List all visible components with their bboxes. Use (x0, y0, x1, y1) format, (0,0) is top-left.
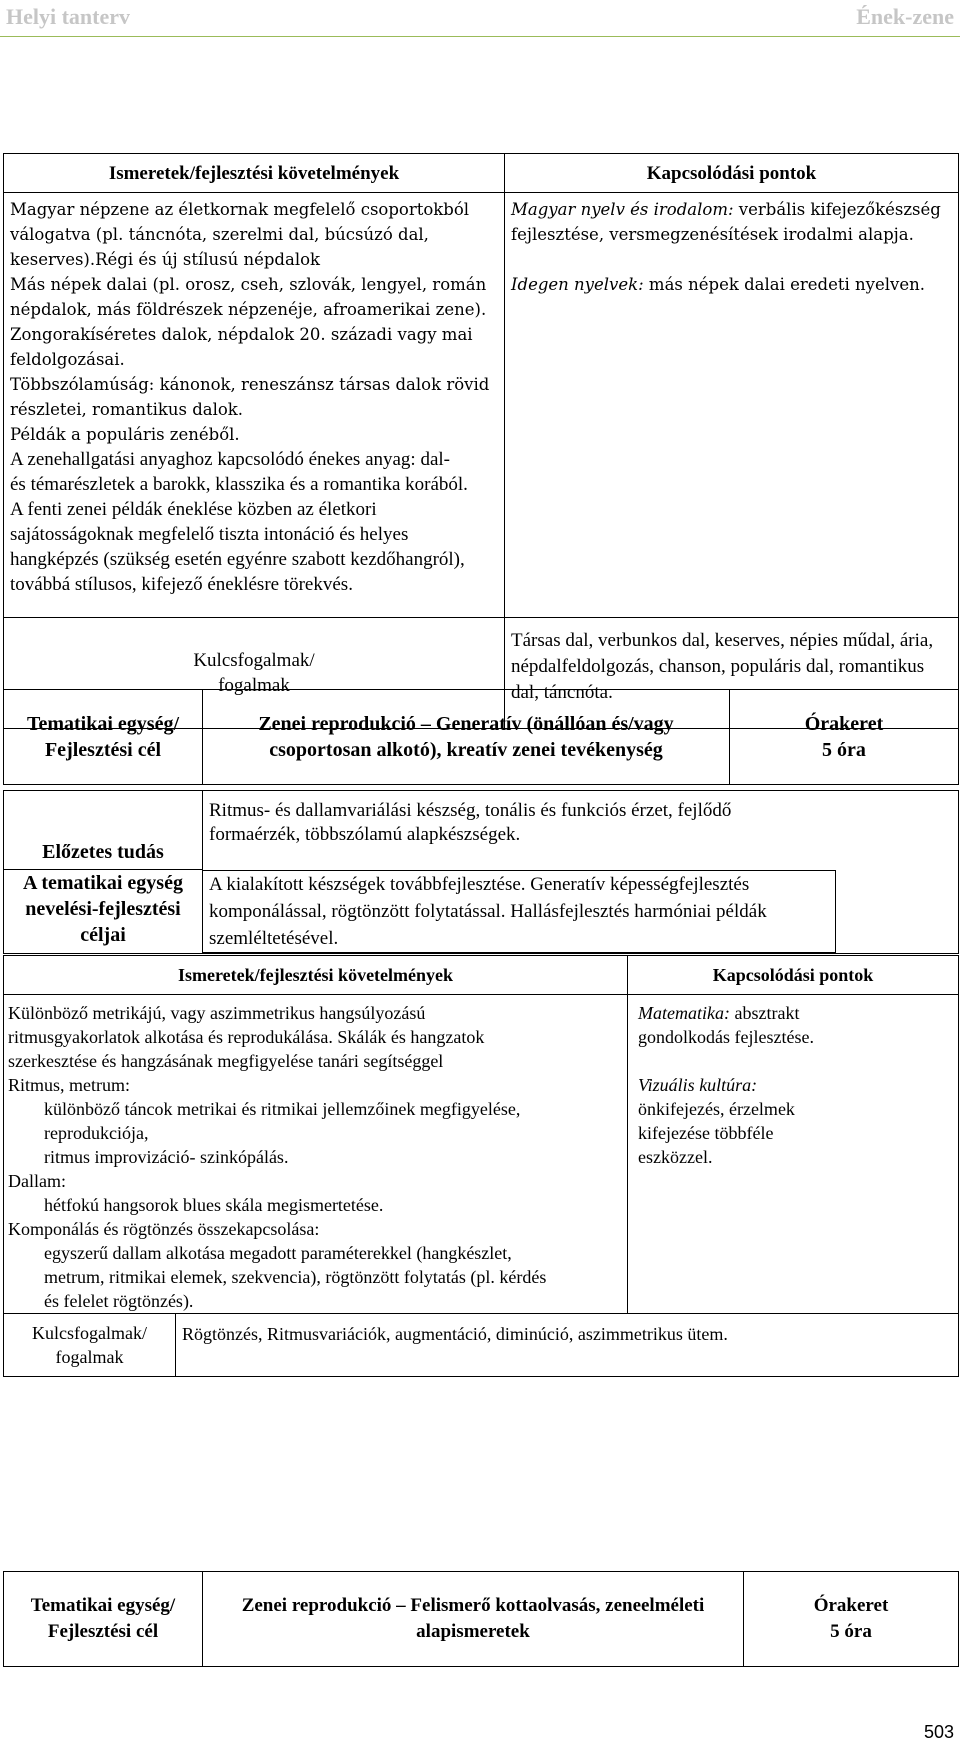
prior-knowledge-label-text: Előzetes tudás (42, 841, 164, 863)
requirements-table-1 (3, 153, 959, 729)
connection-text: önkifejezés, érzelmek kifejezése többféle eszközzel. (638, 1099, 795, 1167)
text-line: ritmus improvizáció- szinkópálás. (44, 1147, 289, 1167)
thematic-unit-table-1 (3, 689, 959, 785)
connection-text: absztrakt gondolkodás fejlesztése. (638, 1003, 814, 1047)
key-concepts-text: Rögtönzés, Ritmusvariációk, augmentáció, diminúció, aszimmetrikus ütem. (182, 1324, 728, 1344)
text-line: Dallam: (8, 1171, 66, 1191)
title-line2: csoportosan alkotó), kreatív zenei tevékenység (269, 739, 663, 761)
label-line2: Fejlesztési cél (47, 1621, 159, 1642)
key-concepts-label-line2: fogalmak (218, 675, 290, 696)
text-line: népdalok, más földrészek népzenéje, afroamerikai zene). (10, 300, 487, 319)
thematic-unit-label (4, 1572, 203, 1667)
requirements-cell (4, 995, 628, 1314)
col-header-connections: Kapcsolódási pontok (505, 154, 959, 193)
title-line1: Zenei reprodukció – Felismerő kottaolvasás, zeneelméleti (241, 1595, 705, 1616)
text-line: metrum, ritmikai elemek, szekvencia), rögtönzött folytatás (pl. kérdés (44, 1267, 547, 1287)
text-line: szerkesztése és hangzásának megfigyelése tanári segítséggel (8, 1051, 444, 1071)
text-line: A zenehallgatási anyaghoz kapcsolódó énekes anyag: dal- (10, 449, 450, 470)
label-line2: Fejlesztési cél (44, 739, 162, 761)
label-line1: Tematikai egység/ (26, 713, 180, 735)
key-concepts-label-line1: Kulcsfogalmak/ (193, 650, 315, 671)
text-line: Különböző metrikájú, vagy aszimmetrikus hangsúlyozású (8, 1003, 426, 1023)
col-header-requirements: Ismeretek/fejlesztési követelmények (4, 956, 628, 995)
requirements-text-plain (10, 447, 498, 597)
time-frame (744, 1572, 959, 1667)
goals-label-line3: céljai (80, 924, 126, 946)
text-line: Magyar népzene az életkornak megfelelő csoportokból (10, 200, 470, 219)
key-concepts-cell (176, 1314, 959, 1377)
text-line: és témarészletek a barokk, klasszika és a romantika korából. (10, 474, 468, 495)
subject-name: Matematika: (638, 1003, 730, 1023)
label-line1: Tematikai egység/ (30, 1595, 176, 1616)
key-concepts-text: Társas dal, verbunkos dal, keserves, népies műdal, ária, népdalfeldolgozás, chanson, populáris dal, romantikus dal, táncnóta. (511, 630, 934, 703)
time-frame-label: Órakeret (804, 713, 884, 735)
connections-cell (505, 193, 959, 618)
goals-label-line1: A tematikai egység (23, 872, 183, 894)
text-line: Ritmus, metrum: (8, 1075, 131, 1095)
subject-name: Vizuális kultúra: (638, 1075, 758, 1095)
text-line: A fenti zenei példák éneklése közben az életkori (10, 499, 377, 520)
col-header-connections: Kapcsolódási pontok (628, 956, 959, 995)
text-line: Más népek dalai (pl. orosz, cseh, szlovák, lengyel, román (10, 275, 487, 294)
time-frame (730, 690, 959, 785)
goals-label (4, 870, 203, 954)
text-line: különböző táncok metrikai és ritmikai jellemzőinek megfigyelése, (44, 1099, 521, 1119)
text-line: keserves).Régi és új stílusú népdalok (10, 250, 321, 269)
time-frame-value: 5 óra (822, 739, 866, 761)
header-divider (0, 36, 960, 37)
time-frame-value: 5 óra (830, 1621, 872, 1642)
key-concepts-label-line2: fogalmak (55, 1347, 124, 1367)
text-line: ritmusgyakorlatok alkotása és reprodukálása. Skálák és hangzatok (8, 1027, 485, 1047)
title-line2: alapismeretek (416, 1621, 530, 1642)
time-frame-label: Órakeret (813, 1595, 889, 1616)
page-header (0, 0, 960, 36)
connection-math (638, 1001, 858, 1049)
text-line: sajátosságoknak megfelelő tiszta intonáció és helyes (10, 524, 409, 545)
text-line: egyszerű dallam alkotása megadott paraméterekkel (hangkészlet, (44, 1243, 512, 1263)
text-line: továbbá stílusos, kifejező éneklésre törekvés. (10, 574, 353, 595)
prior-knowledge-table (3, 790, 959, 954)
page-number: 503 (923, 1722, 954, 1742)
thematic-unit-label (4, 690, 203, 785)
title-line1: Zenei reprodukció – Generatív (önállóan és/vagy (258, 713, 674, 735)
connection-language (511, 197, 952, 247)
text-line: reprodukciója, (44, 1123, 149, 1143)
header-left-title: Helyi tanterv (6, 4, 131, 29)
connections-cell (628, 995, 959, 1314)
key-concepts-label (4, 1314, 176, 1377)
text-line: válogatva (pl. táncnóta, szerelmi dal, búcsúzó dal, (10, 225, 429, 244)
text-line: és felelet rögtönzés). (44, 1291, 194, 1311)
connection-text: verbális kifejezőkészség fejlesztése, versmegzenésítések irodalmi alapja. (511, 200, 941, 244)
requirements-table-2 (3, 955, 959, 1377)
key-concepts-label-line1: Kulcsfogalmak/ (32, 1323, 147, 1343)
subject-name: Idegen nyelvek: (511, 275, 644, 294)
connection-foreign-languages (511, 272, 952, 297)
col-header-requirements: Ismeretek/fejlesztési követelmények (4, 154, 505, 193)
goals-text: A kialakított készségek továbbfejlesztése. Generatív képességfejlesztés komponálással, rögtönzött folytatással. Hallásfejlesztés harmóniai példák szemléltetésével. (202, 870, 836, 953)
text-line: Komponálás és rögtönzés összekapcsolása: (8, 1219, 320, 1239)
goals-label-line2: nevelési-fejlesztési (25, 898, 181, 920)
requirements-text-serif (10, 197, 498, 447)
text-line: Példák a populáris zenéből. (10, 425, 240, 444)
prior-knowledge-label (4, 791, 203, 870)
text-line: hétfokú hangsorok blues skála megismertetése. (44, 1195, 384, 1215)
text-line: Többszólamúság: kánonok, reneszánsz társas dalok rövid (10, 375, 490, 394)
thematic-unit-title (203, 690, 730, 785)
text-line: Zongorakíséretes dalok, népdalok 20. századi vagy mai (10, 325, 473, 344)
prior-knowledge-cell (203, 791, 959, 870)
connection-visual-culture (638, 1073, 838, 1169)
prior-knowledge-text: Ritmus- és dallamvariálási készség, tonális és funkciós érzet, fejlődő formaérzék, többszólamú alapkészségek. (209, 800, 732, 845)
subject-name: Magyar nyelv és irodalom: (511, 200, 734, 219)
text-line: részletei, romantikus dalok. (10, 400, 244, 419)
thematic-unit-table-2 (3, 1571, 959, 1667)
thematic-unit-title (203, 1572, 744, 1667)
text-line: hangképzés (szükség esetén egyénre szabott kezdőhangról), (10, 549, 465, 570)
requirements-cell (4, 193, 505, 618)
header-right-title: Ének-zene (856, 4, 954, 29)
goals-cell (203, 870, 959, 954)
connection-text: más népek dalai eredeti nyelven. (643, 275, 925, 294)
text-line: feldolgozásai. (10, 350, 125, 369)
